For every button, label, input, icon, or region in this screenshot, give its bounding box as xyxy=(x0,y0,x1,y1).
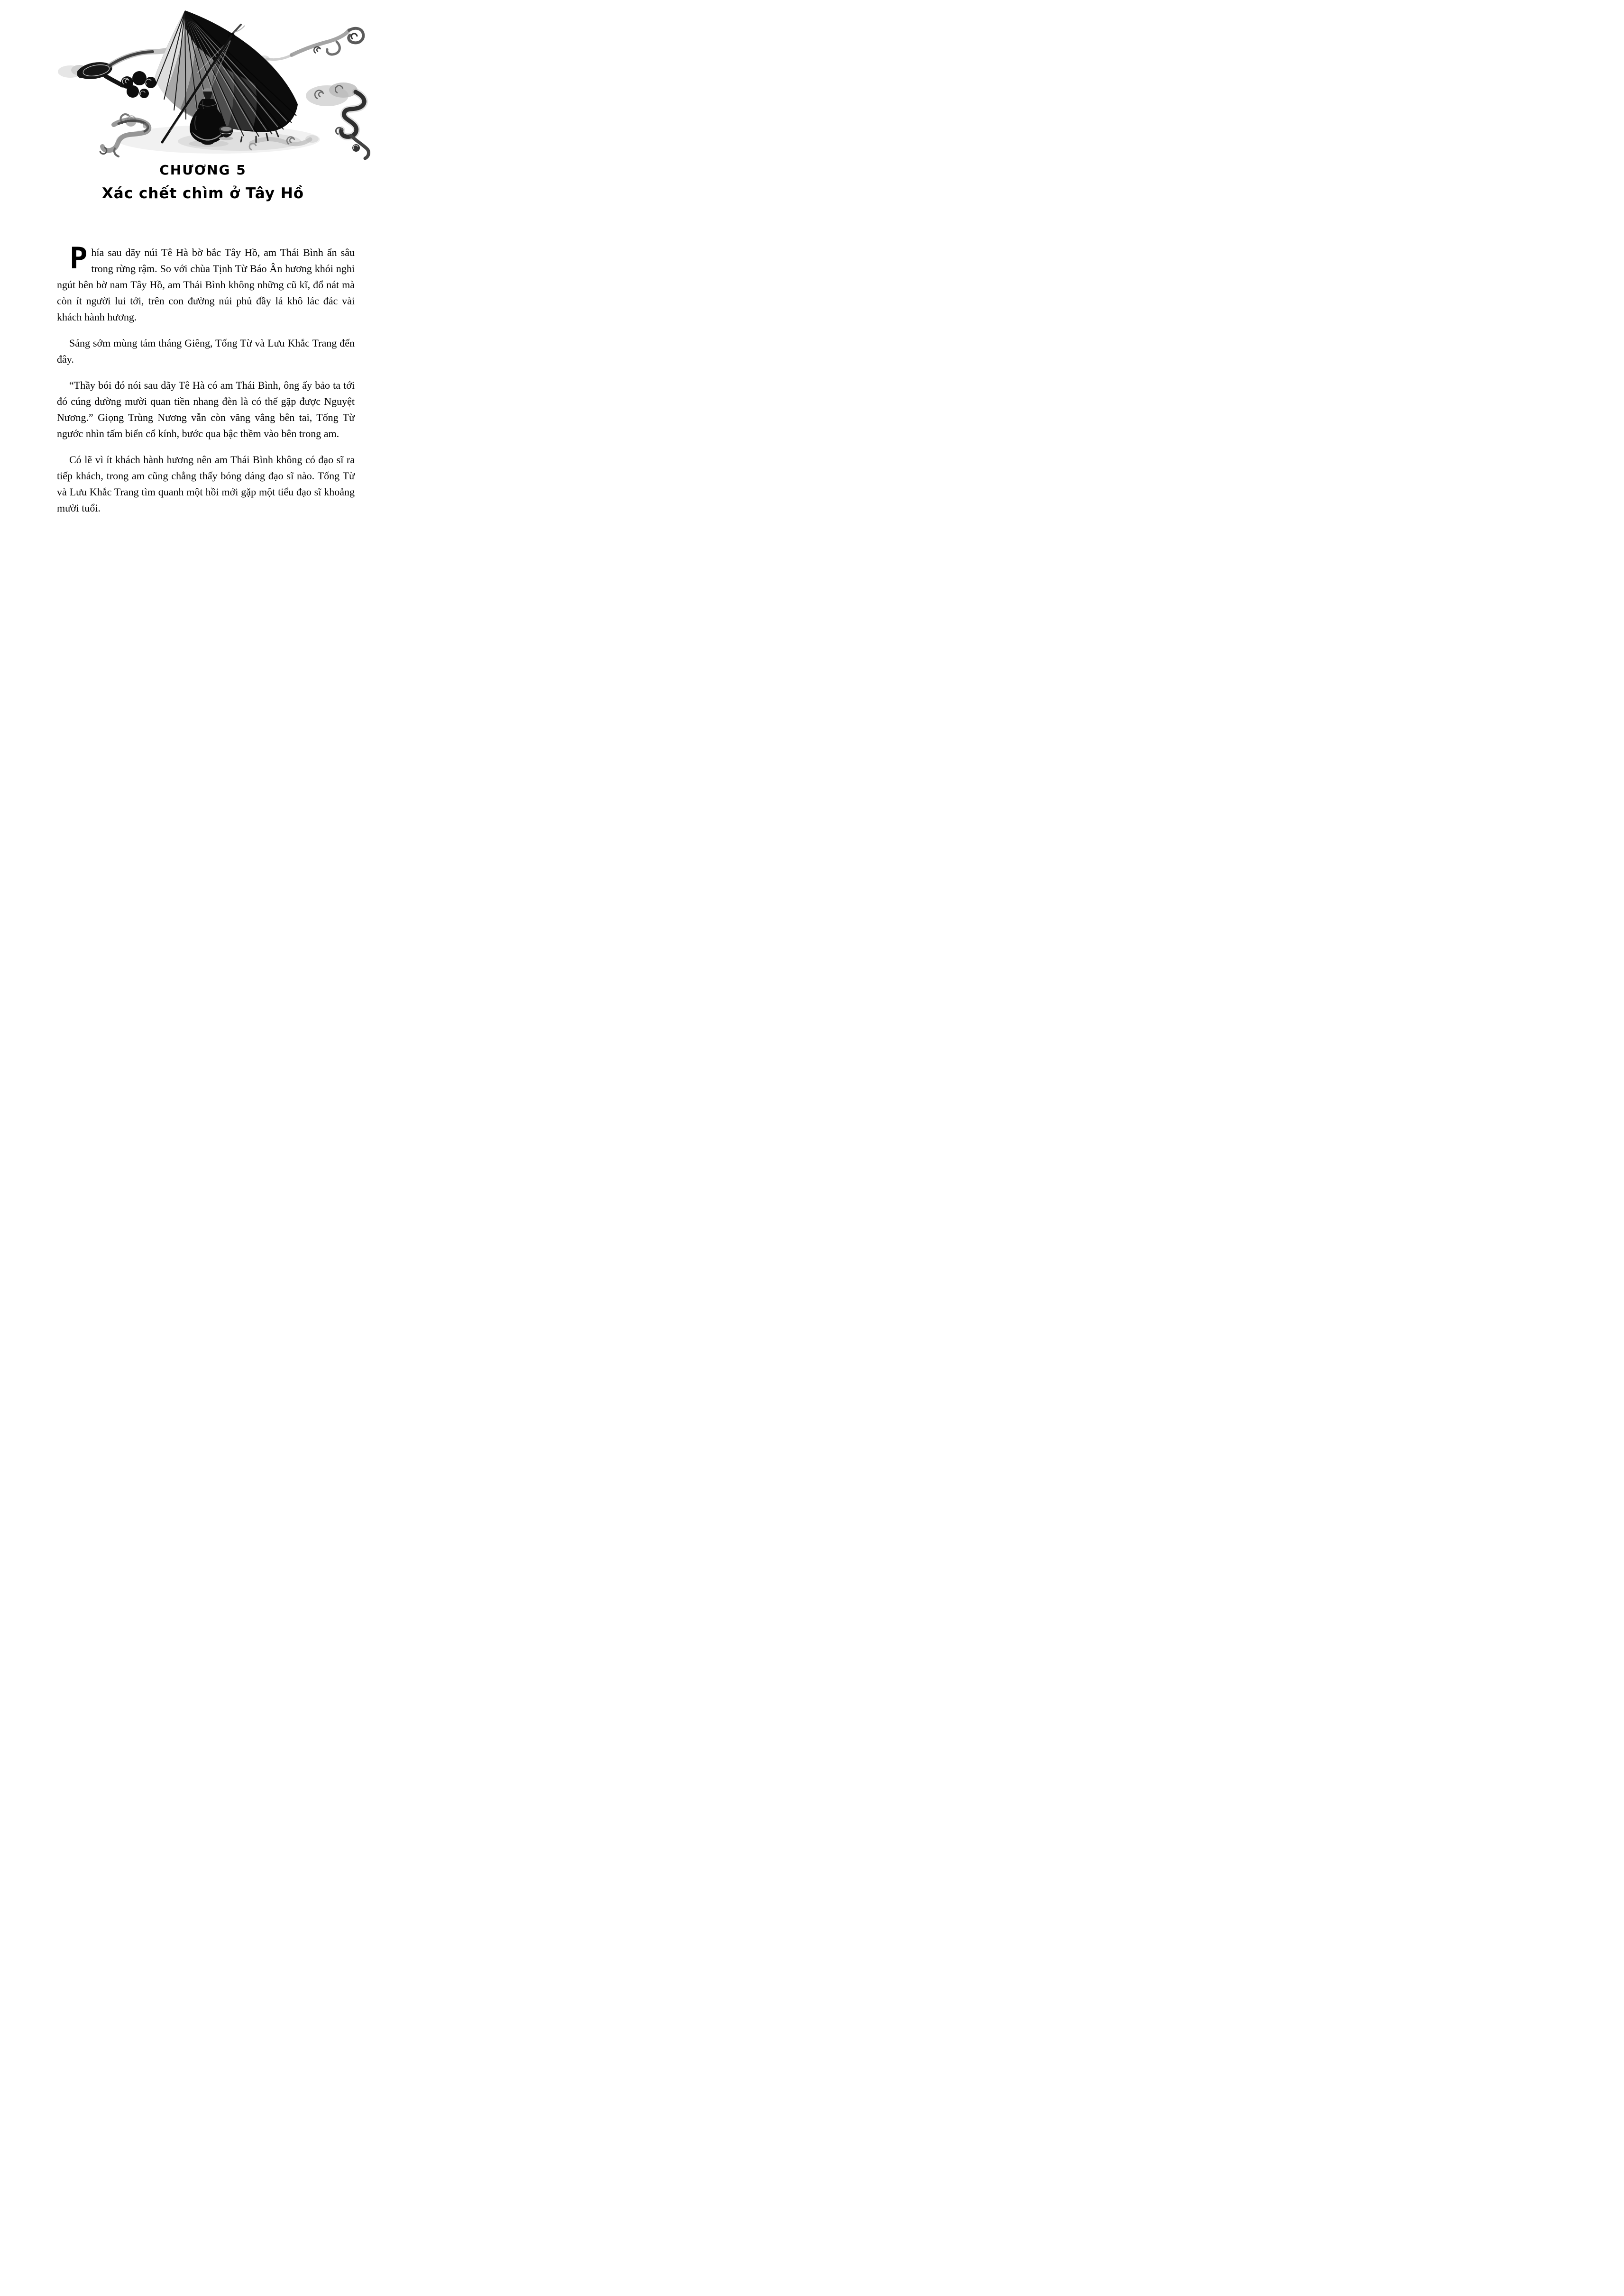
drop-cap: P xyxy=(70,241,88,275)
body-text xyxy=(57,241,355,526)
smoke-swirl-top-right xyxy=(258,28,363,62)
paragraph-4: Có lẽ vì ít khách hành hương nên am Thái Bình không có đạo sĩ ra tiếp khách, trong am cũng chẳng thấy bóng dáng đạo sĩ nào. Tống Từ và Lưu Khắc Trang tìm quanh một hồi mới gặp một tiểu đạo sĩ khoảng mười tuổi. xyxy=(57,454,355,514)
umbrella-drawing xyxy=(155,10,298,142)
paragraph-1 xyxy=(57,241,355,325)
paragraph-2: Sáng sớm mùng tám tháng Giêng, Tống Từ và Lưu Khắc Trang đến đây. xyxy=(57,337,355,365)
wine-cup-drawing xyxy=(219,126,233,140)
book-page xyxy=(0,0,406,574)
smoke-swirl-bottom-left xyxy=(100,114,149,156)
smoke-swirl-right xyxy=(306,82,368,158)
paragraph-3: “Thầy bói đó nói sau dãy Tê Hà có am Thái Bình, ông ấy bảo ta tới đó cúng dường mười quan tiền nhang đèn là có thể gặp được Nguyệt Nương.” Giọng Trùng Nương vẫn còn văng vẳng bên tai, Tống Từ ngước nhìn tấm biển cổ kính, bước qua bậc thềm vào bên trong am. xyxy=(57,379,355,439)
ink-illustration xyxy=(52,6,371,160)
chapter-title: Xác chết chìm ở Tây Hồ xyxy=(101,185,304,202)
paragraph-1-text: hía sau dãy núi Tê Hà bờ bắc Tây Hồ, am Thái Bình ẩn sâu trong rừng rậm. So với chùa Tịnh Từ Báo Ân hương khói nghi ngút bên bờ nam Tây Hồ, am Thái Bình không những cũ kĩ, đổ nát mà còn ít người lui tới, trên con đường núi phủ đầy lá khô lác đác vài khách hành hương. xyxy=(57,247,355,323)
chapter-label: CHƯƠNG 5 xyxy=(159,162,247,178)
